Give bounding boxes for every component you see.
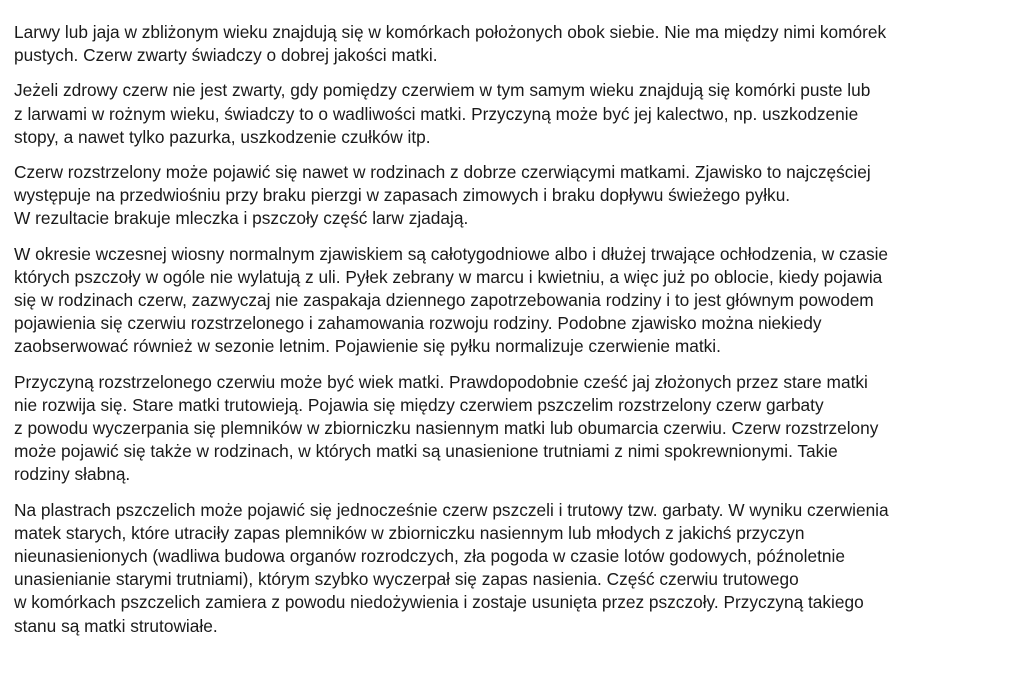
paragraph-5 (14, 371, 1009, 487)
text-line: w komórkach pszczelich zamiera z powodu niedożywienia i zostaje usunięta przez pszczoły. Przyczyną takiego (14, 592, 864, 613)
text-line: się w rodzinach czerw, zazwyczaj nie zaspakaja dziennego zapotrzebowania rodziny i to jest głównym powodem (14, 290, 874, 311)
text-line: zaobserwować również w sezonie letnim. Pojawienie się pyłku normalizuje czerwienie matki. (14, 336, 721, 357)
text-line: matek starych, które utraciły zapas plemników w zbiorniczku nasiennym lub młodych z jakichś przyczyn (14, 522, 805, 543)
paragraph-2 (14, 79, 1009, 149)
paragraph-3 (14, 161, 1009, 231)
text-line: Czerw rozstrzelony może pojawić się nawet w rodzinach z dobrze czerwiącymi matkami. Zjawisko to najczęściej (14, 162, 871, 183)
text-line: z larwami w rożnym wieku, świadczy to o wadliwości matki. Przyczyną może być jej kalectwo, np. uszkodzenie (14, 103, 859, 124)
text-line: stopy, a nawet tylko pazurka, uszkodzenie czułków itp. (14, 126, 431, 147)
text-line: Przyczyną rozstrzelonego czerwiu może być wiek matki. Prawdopodobnie cześć jaj złożonych przez stare matki (14, 371, 868, 392)
text-line: rodziny słabną. (14, 464, 131, 485)
text-line: Jeżeli zdrowy czerw nie jest zwarty, gdy pomiędzy czerwiem w tym samym wieku znajdują się komórki puste lub (14, 80, 871, 101)
text-line: unasienianie starymi trutniami), którym szybko wyczerpał się zapas nasienia. Część czerwiu trutowego (14, 569, 799, 590)
text-line: W okresie wczesnej wiosny normalnym zjawiskiem są całotygodniowe albo i dłużej trwające ochłodzenia, w czasie (14, 243, 889, 264)
text-line: stanu są matki strutowiałe. (14, 615, 218, 636)
text-line: z powodu wyczerpania się plemników w zbiorniczku nasiennym matki lub obumarcia czerwiu. Czerw rozstrzelony (14, 418, 879, 439)
text-line: Na plastrach pszczelich może pojawić się jednocześnie czerw pszczeli i trutowy tzw. garbaty. W wyniku czerwienia (14, 499, 889, 520)
text-line: nieunasienionych (wadliwa budowa organów rozrodczych, zła pogoda w czasie lotów godowych, późnoletnie (14, 546, 845, 567)
text-line: może pojawić się także w rodzinach, w których matki są unasienione trutniami z nimi spokrewnionymi. Takie (14, 441, 838, 462)
text-line: W rezultacie brakuje mleczka i pszczoły część larw zjadają. (14, 208, 469, 229)
text-line: pojawienia się czerwiu rozstrzelonego i zahamowania rozwoju rodziny. Podobne zjawisko można niekiedy (14, 313, 822, 334)
paragraph-4 (14, 243, 1009, 359)
text-line: pustych. Czerw zwarty świadczy o dobrej jakości matki. (14, 45, 438, 66)
text-line: nie rozwija się. Stare matki trutowieją. Pojawia się między czerwiem pszczelim rozstrzelony czerw garbaty (14, 394, 824, 415)
text-line: których pszczoły w ogóle nie wylatują z uli. Pyłek zebrany w marcu i kwietniu, a więc już po oblocie, kiedy pojawia (14, 266, 883, 287)
text-line: Larwy lub jaja w zbliżonym wieku znajdują się w komórkach położonych obok siebie. Nie ma między nimi komórek (14, 22, 887, 42)
paragraph-6 (14, 499, 1009, 638)
paragraph-1 (14, 21, 1009, 67)
text-line: występuje na przedwiośniu przy braku pierzgi w zapasach zimowych i braku dopływu świeżego pyłku. (14, 185, 791, 206)
